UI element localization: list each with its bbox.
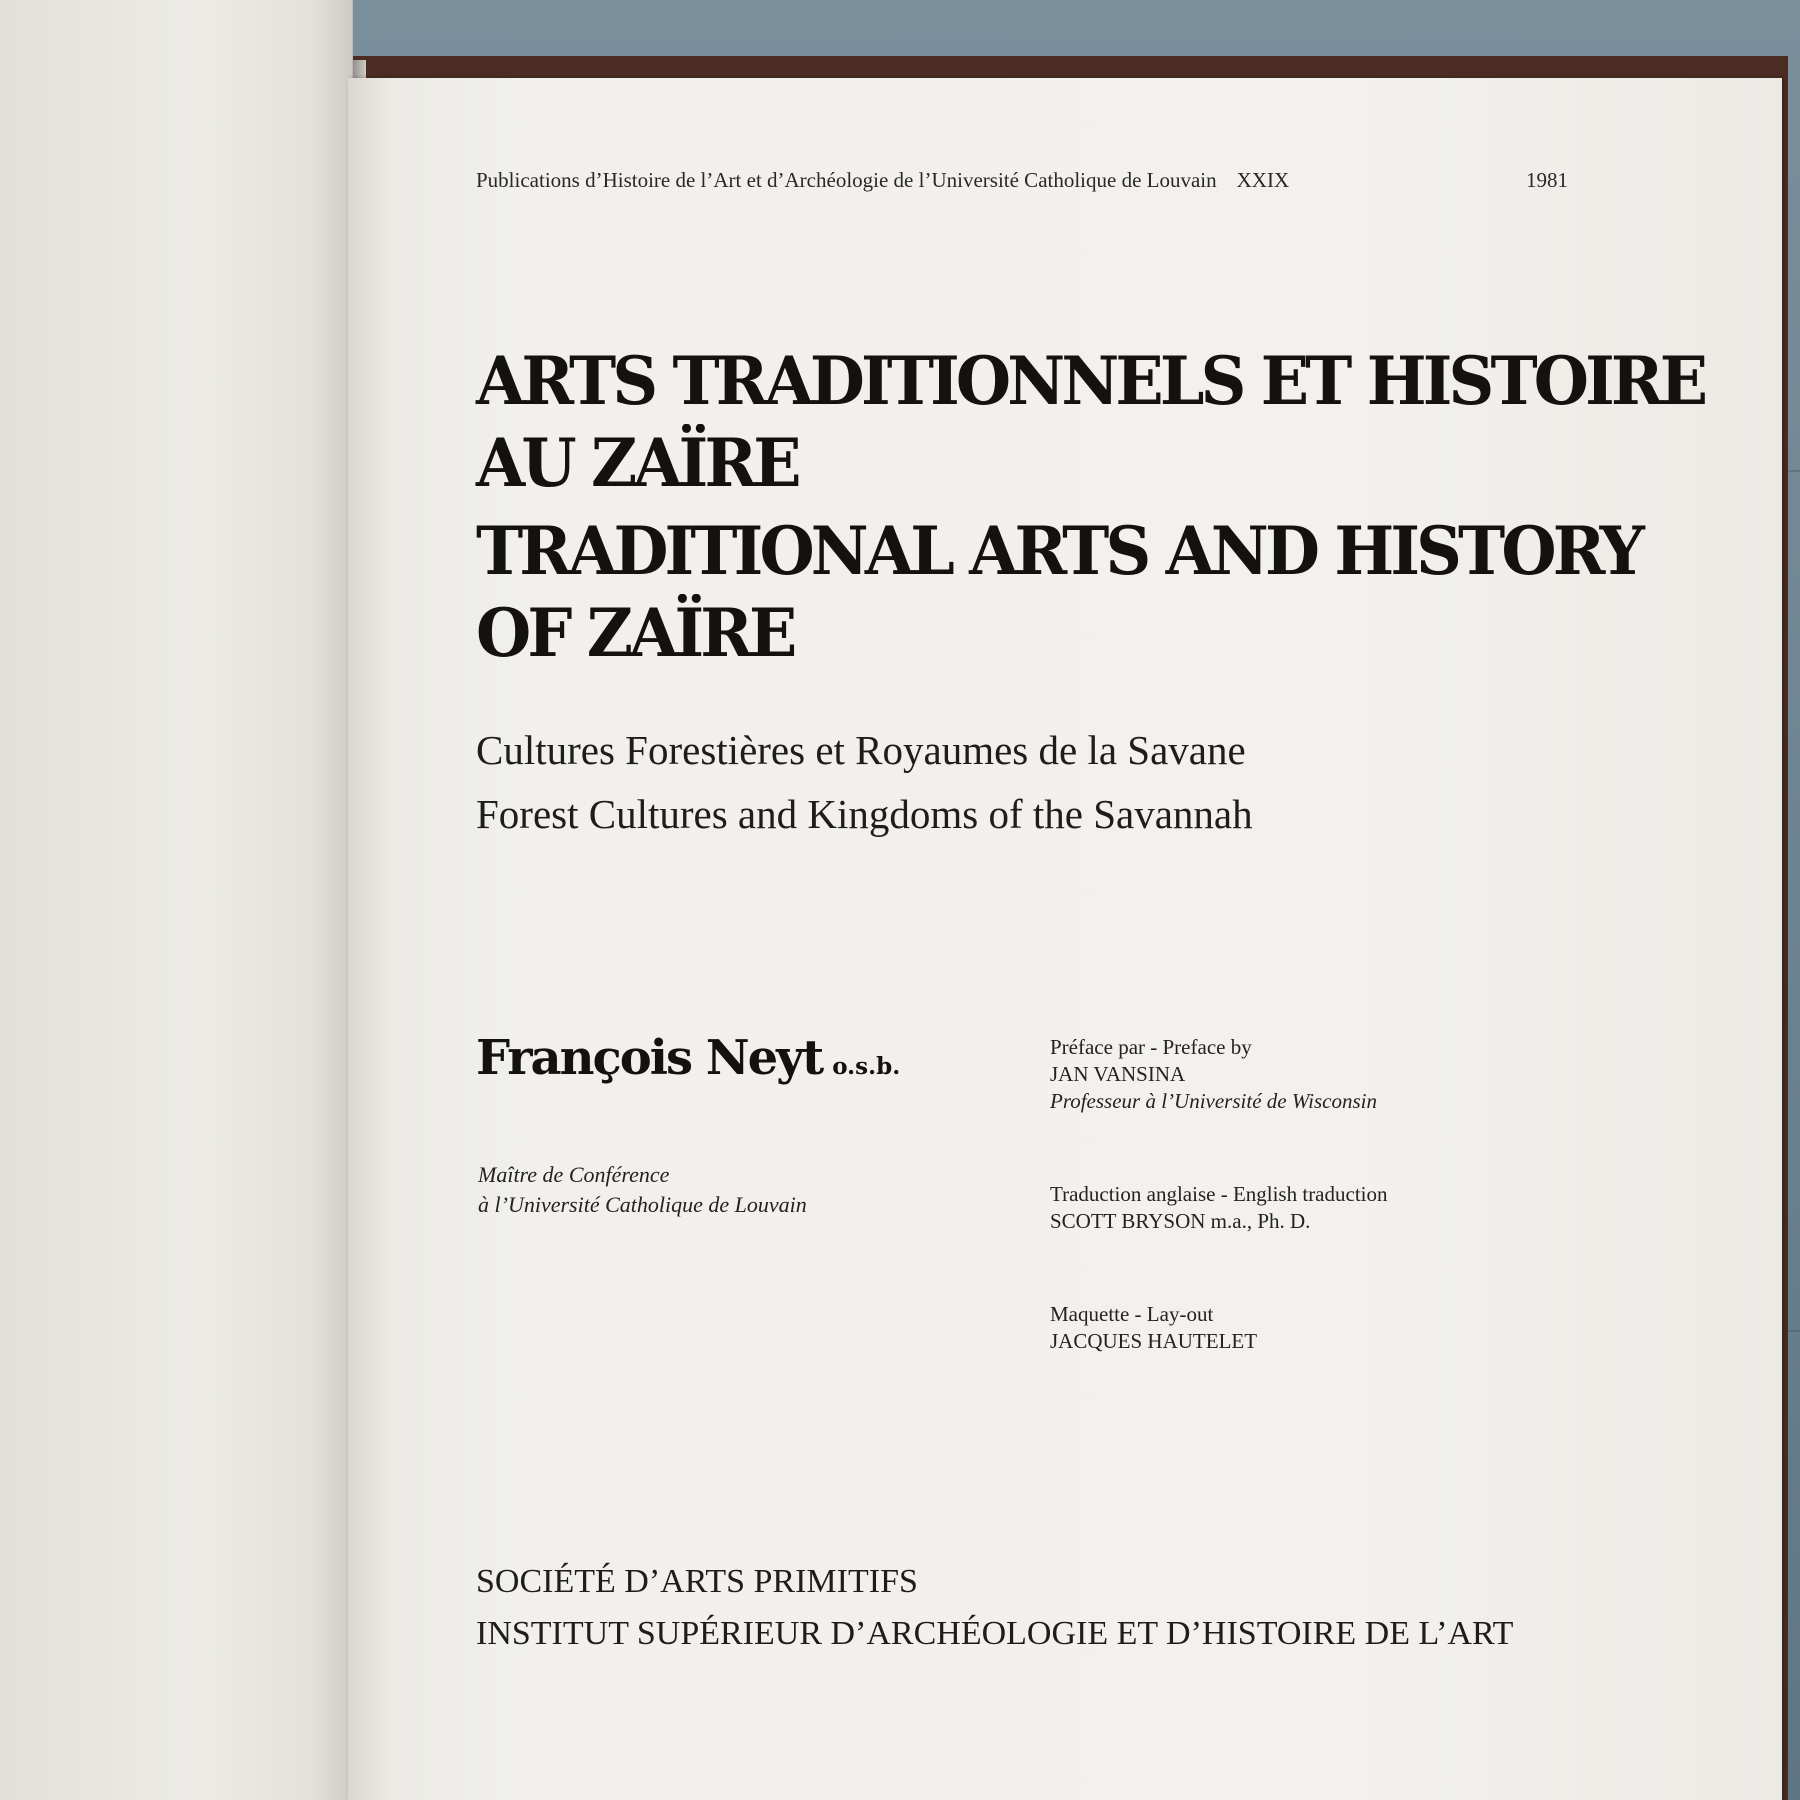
publisher-line-1: SOCIÉTÉ D’ARTS PRIMITIFS [476, 1563, 918, 1600]
preface-name: JAN VANSINA [1050, 1062, 1186, 1086]
english-title-line-1: TRADITIONAL ARTS AND HISTORY [476, 512, 1641, 590]
english-subtitle: Forest Cultures and Kingdoms of the Savannah [476, 791, 1253, 837]
layout-name: JACQUES HAUTELET [1050, 1329, 1258, 1353]
series-name: Publications d’Histoire de l’Art et d’Archéologie de l’Université Catholique de Louvain [476, 168, 1217, 192]
french-subtitle: Cultures Forestières et Royaumes de la Savane [476, 727, 1246, 773]
series-header [476, 168, 1576, 193]
french-title [476, 340, 1705, 504]
english-title-line-2: OF ZAÏRE [476, 594, 794, 672]
publisher-block [476, 1556, 1513, 1660]
layout-label: Maquette - Lay-out [1050, 1302, 1214, 1326]
publication-year: 1981 [1526, 168, 1568, 192]
french-title-line-2: AU ZAÏRE [476, 424, 798, 502]
book-subtitle [476, 718, 1253, 846]
title-page [348, 78, 1782, 1800]
author-suffix: o.s.b. [832, 1053, 901, 1080]
author-name: François Neyt [476, 1030, 823, 1086]
series-volume: XXIX [1236, 168, 1290, 192]
preface-label: Préface par - Preface by [1050, 1035, 1252, 1059]
author-role-line-1: Maître de Conférence [478, 1162, 670, 1187]
author-affiliation [478, 1160, 807, 1220]
translation-label: Traduction anglaise - English traduction [1050, 1182, 1388, 1206]
french-title-line-1: ARTS TRADITIONNELS ET HISTOIRE [476, 342, 1705, 420]
credits-column [1050, 1034, 1388, 1421]
publisher-line-2: INSTITUT SUPÉRIEUR D’ARCHÉOLOGIE ET D’HISTOIRE DE L’ART [476, 1615, 1514, 1652]
book-title [476, 340, 1705, 674]
translation-name: SCOTT BRYSON m.a., Ph. D. [1050, 1209, 1311, 1233]
translation-credit [1050, 1181, 1388, 1235]
preface-credit [1050, 1034, 1388, 1115]
left-blank-page [0, 0, 353, 1800]
author-role-line-2: à l’Université Catholique de Louvain [478, 1192, 807, 1217]
layout-credit [1050, 1301, 1388, 1355]
english-title [476, 510, 1656, 674]
title-page-text-area [476, 78, 1756, 1800]
preface-role: Professeur à l’Université de Wisconsin [1050, 1089, 1378, 1113]
author-line [476, 1030, 900, 1086]
